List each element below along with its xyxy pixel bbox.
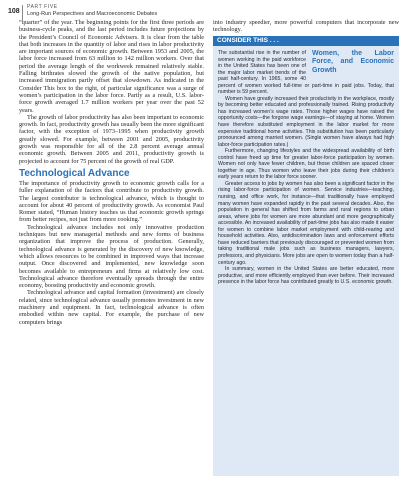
consider-this-text — [218, 50, 394, 286]
part-title: Long-Run Perspectives and Macroeconomic Debates — [27, 11, 158, 17]
section-heading: Technological Advance — [19, 167, 130, 179]
body-paragraph: The growth of labor productivity has also been important to economic growth. In fact, productivity growth has usually been the more significant factor, with the exception of 1973–1995 when productivity growth greatly slowed. For example, between 2001 and 2005, productivity growth was responsible for all of the 2.8 percent average annual economic growth. Between 2005 and 2011, productivity growth is projected to account for 75 percent of the growth of real GDP. — [19, 113, 204, 165]
page-number: 108 — [8, 8, 20, 15]
box-paragraph: The substantial rise in the number of women working in the paid workforce in the United States has been one of the major labor market trends of the past half-century. In 1965, some 40 percent of women worked full-time or part-time in paid jobs. Today, that number is 59 percent. — [218, 50, 394, 96]
box-title: Women, the Labor Force, and Economic Growth — [312, 50, 394, 74]
body-paragraph: “quarter” of the year. The beginning points for the first three periods are business-cycle peaks, and the last period includes future projections by the President’s Council of Economic Advisers. It is clear from the table that both increases in the quantity of labor and rises in labor productivity are important sources of economic growth. Between 1953 and 2005, the labor force increased from 63 million to 142 million workers. Over that period the average length of the workweek remained relatively stable. Falling birthrates slowed the growth of the native population, but increased immigration partly offset that slowdown. As indicated in the Consider This box to the right, of particular significance was a surge of women’s participation in the labor force. Partly as a result, U.S. labor-force growth averaged 1.7 million workers per year over the past 52 years. — [19, 19, 204, 114]
consider-this-label: CONSIDER THIS . . . — [213, 36, 399, 46]
box-paragraph: Women have greatly increased their productivity in the workplace, mostly by becoming better educated and professionally trained. Rising productivity has increased women’s wage rates. Those higher wages have raised the opportunity costs—the forgone wage earnings—of staying at home. Women have therefore substituted employment in the labor market for more expensive traditional home activities. This substitution has been particularly pronounced among married women. (Single women have always had high labor-force participation rates.) — [218, 95, 394, 148]
right-column-intro — [213, 19, 399, 34]
body-paragraph: into industry speedier, more powerful computers that incorporate new technology. — [213, 19, 399, 34]
box-paragraph: In summary, women in the United States are better educated, more productive, and more efficiently employed than ever before. Their increased presence in the labor force has contributed greatly to U.S. economic growth. — [218, 266, 394, 286]
body-paragraph: The importance of productivity growth to economic growth calls for a fuller explanation of the factors that contribute to productivity growth. The largest contributor is technological advance, which is thought to account for about 40 percent of productivity growth. As economist Paul Romer stated, “Human history teaches us that economic growth springs from better recipes, not just from more cooking.” — [19, 179, 204, 224]
part-label: PART FIVE — [27, 4, 58, 10]
body-paragraph: Technological advance includes not only innovative production techniques but new managerial methods and new forms of business organization that improve the process of production. Generally, technological advance is generated by the discovery of new knowledge, which allows resources to be combined in improved ways that increase output. Once discovered and implemented, new knowledge soon becomes available to entrepreneurs and firms at relatively low cost. Technological advance therefore eventually spreads through the entire economy, boosting productivity and economic growth. — [19, 223, 204, 290]
box-paragraph: Greater access to jobs by women has also been a significant factor in the rising labor-force participation of women. Service industries—teaching, nursing, and office work, for instance—that traditionally have employed many women have expanded rapidly in the past several decades. Also, the population in general has shifted from farms and rural regions to urban areas, where jobs for women are more abundant and more geographically accessible. An increased availability of part-time jobs has also made it easier for women to combine labor market employment with child-rearing and household activities. Also, antidiscrimination laws and enforcement efforts have reduced barriers that previously discouraged or prevented women from taking traditional male jobs such as business managers, lawyers, professors, and physicians. More jobs are open to women today than a half-century ago. — [218, 180, 394, 266]
body-paragraph: Technological advance and capital formation (investment) are closely related, since technological advance usually promotes investment in new machinery and equipment. In fact, technological advance is often embodied within new capital. For example, the purchase of new computers brings — [19, 289, 204, 326]
left-column — [19, 19, 204, 326]
box-paragraph: Furthermore, changing lifestyles and the widespread availability of birth control have freed up time for greater labor-force participation by women. Women not only have fewer children, but those children are spaced closer together in age. Thus women who leave their jobs during their children’s early years return to the labor force sooner. — [218, 148, 394, 181]
